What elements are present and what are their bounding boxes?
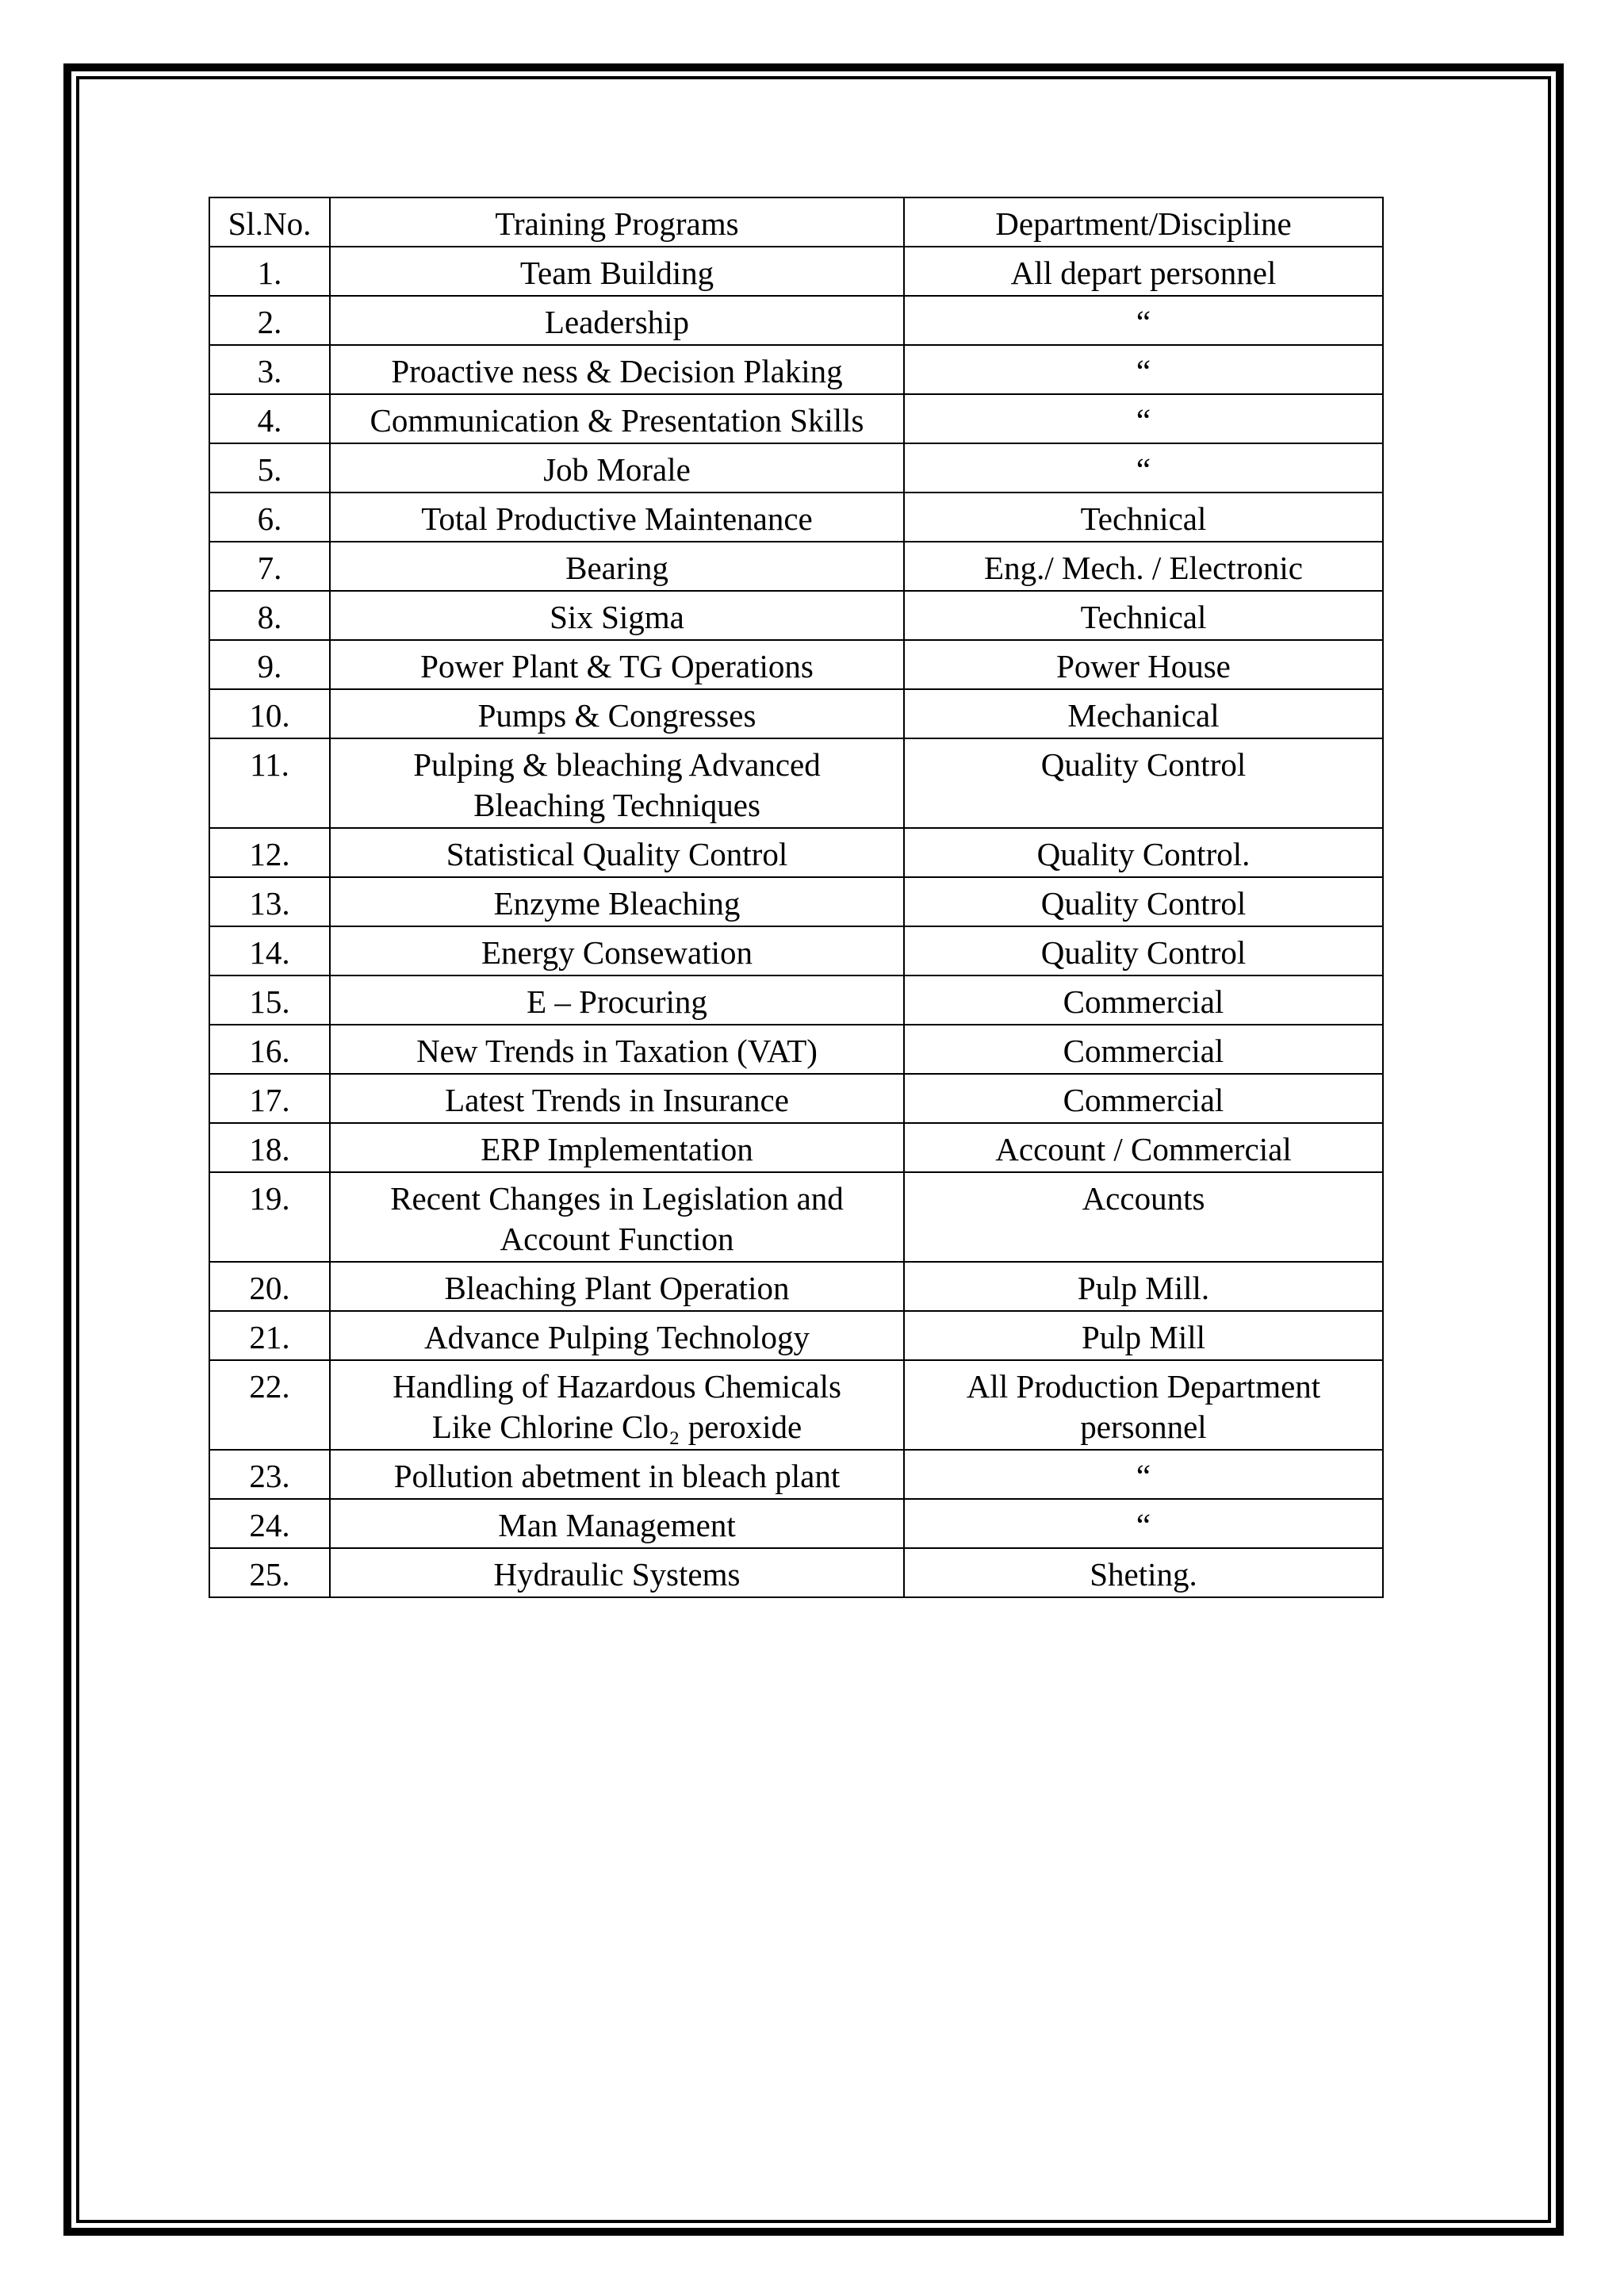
cell-text-line: Commercial bbox=[1063, 1033, 1224, 1069]
cell-text-line: Quality Control bbox=[1040, 934, 1247, 971]
table-row bbox=[209, 738, 1383, 828]
cell-training-program bbox=[330, 1074, 904, 1123]
table-row bbox=[209, 1360, 1383, 1450]
cell-sl-no: 5. bbox=[209, 443, 330, 493]
cell-department bbox=[904, 976, 1383, 1025]
cell-sl-no: 14. bbox=[209, 926, 330, 976]
cell-training-program bbox=[330, 1311, 904, 1360]
table-row bbox=[209, 640, 1383, 689]
cell-text-line: Eng./ Mech. / Electronic bbox=[984, 550, 1303, 586]
cell-sl-no: 13. bbox=[209, 877, 330, 926]
cell-sl-no: 25. bbox=[209, 1548, 330, 1597]
cell-text-line: “ bbox=[1136, 402, 1151, 439]
cell-department bbox=[904, 1262, 1383, 1311]
cell-training-program bbox=[330, 542, 904, 591]
cell-text-line: Mechanical bbox=[1067, 697, 1220, 734]
cell-sl-no: 21. bbox=[209, 1311, 330, 1360]
cell-department bbox=[904, 1172, 1383, 1262]
table-row bbox=[209, 1262, 1383, 1311]
cell-sl-no: 16. bbox=[209, 1025, 330, 1074]
cell-training-program bbox=[330, 394, 904, 443]
table-row bbox=[209, 1123, 1383, 1172]
cell-text-line: Pumps & Congresses bbox=[477, 697, 756, 734]
cell-text-line: Technical bbox=[1080, 599, 1207, 635]
cell-training-program bbox=[330, 1025, 904, 1074]
cell-text-line: Total Productive Maintenance bbox=[421, 500, 813, 537]
cell-text-line: E – Procuring bbox=[527, 983, 707, 1020]
cell-text-line: Quality Control bbox=[1040, 746, 1247, 783]
table-row bbox=[209, 443, 1383, 493]
cell-text-line: Energy Consewation bbox=[481, 934, 753, 971]
header-training-programs: Training Programs bbox=[330, 197, 904, 247]
cell-text-line: Recent Changes in Legislation and bbox=[390, 1180, 844, 1217]
cell-training-program bbox=[330, 828, 904, 877]
cell-text-line: Power Plant & TG Operations bbox=[420, 648, 814, 684]
cell-training-program bbox=[330, 689, 904, 738]
table-row bbox=[209, 926, 1383, 976]
table-row bbox=[209, 1025, 1383, 1074]
cell-text-line: Quality Control. bbox=[1036, 836, 1251, 872]
cell-text-line: Quality Control bbox=[1040, 885, 1247, 922]
cell-department bbox=[904, 1548, 1383, 1597]
table-row bbox=[209, 1548, 1383, 1597]
cell-text-line: Communication & Presentation Skills bbox=[370, 402, 864, 439]
cell-text-line: Like Chlorine Clo₂ peroxide bbox=[431, 1409, 802, 1445]
table-row bbox=[209, 394, 1383, 443]
cell-text-line: Team Building bbox=[519, 255, 714, 291]
cell-department bbox=[904, 926, 1383, 976]
cell-sl-no: 19. bbox=[209, 1172, 330, 1262]
table-row bbox=[209, 689, 1383, 738]
cell-sl-no: 1. bbox=[209, 247, 330, 296]
cell-department bbox=[904, 296, 1383, 345]
cell-department bbox=[904, 1074, 1383, 1123]
cell-training-program bbox=[330, 877, 904, 926]
cell-sl-no: 9. bbox=[209, 640, 330, 689]
table-row bbox=[209, 1450, 1383, 1499]
cell-training-program bbox=[330, 1499, 904, 1548]
cell-text-line: “ bbox=[1136, 1507, 1151, 1543]
cell-department bbox=[904, 1311, 1383, 1360]
cell-text-line: “ bbox=[1136, 353, 1151, 389]
header-department: Department/Discipline bbox=[904, 197, 1383, 247]
cell-text-line: “ bbox=[1136, 304, 1151, 340]
cell-department bbox=[904, 1025, 1383, 1074]
cell-department bbox=[904, 877, 1383, 926]
cell-training-program bbox=[330, 1262, 904, 1311]
cell-text-line: Pollution abetment in bleach plant bbox=[393, 1458, 841, 1494]
cell-text-line: Account Function bbox=[500, 1221, 734, 1257]
table-row bbox=[209, 828, 1383, 877]
table-row bbox=[209, 591, 1383, 640]
cell-sl-no: 7. bbox=[209, 542, 330, 591]
cell-text-line: Pulp Mill bbox=[1081, 1319, 1206, 1355]
cell-text-line: Hydraulic Systems bbox=[493, 1556, 741, 1593]
cell-sl-no: 17. bbox=[209, 1074, 330, 1123]
cell-text-line: Man Management bbox=[498, 1507, 736, 1543]
cell-text-line: Handling of Hazardous Chemicals bbox=[393, 1368, 841, 1405]
cell-text-line: Job Morale bbox=[543, 451, 691, 488]
table-row bbox=[209, 493, 1383, 542]
cell-text-line: New Trends in Taxation (VAT) bbox=[416, 1033, 818, 1069]
table-row bbox=[209, 542, 1383, 591]
cell-text-line: Commercial bbox=[1063, 1082, 1224, 1118]
cell-text-line: Accounts bbox=[1082, 1180, 1205, 1217]
cell-training-program bbox=[330, 247, 904, 296]
cell-text-line: Pulping & bleaching Advanced bbox=[413, 746, 821, 783]
cell-text-line: personnel bbox=[1080, 1409, 1207, 1445]
table-body bbox=[209, 247, 1383, 1597]
table-row bbox=[209, 1172, 1383, 1262]
cell-sl-no: 8. bbox=[209, 591, 330, 640]
cell-sl-no: 20. bbox=[209, 1262, 330, 1311]
cell-department bbox=[904, 1450, 1383, 1499]
cell-text-line: Commercial bbox=[1063, 983, 1224, 1020]
cell-training-program bbox=[330, 1123, 904, 1172]
cell-training-program bbox=[330, 926, 904, 976]
table-header-row bbox=[209, 197, 1383, 247]
cell-training-program bbox=[330, 640, 904, 689]
cell-sl-no: 12. bbox=[209, 828, 330, 877]
table-row bbox=[209, 877, 1383, 926]
table-row bbox=[209, 1499, 1383, 1548]
cell-sl-no: 23. bbox=[209, 1450, 330, 1499]
cell-department bbox=[904, 247, 1383, 296]
cell-training-program bbox=[330, 443, 904, 493]
cell-sl-no: 22. bbox=[209, 1360, 330, 1450]
cell-department bbox=[904, 443, 1383, 493]
cell-department bbox=[904, 689, 1383, 738]
table-row bbox=[209, 296, 1383, 345]
cell-sl-no: 24. bbox=[209, 1499, 330, 1548]
cell-training-program bbox=[330, 1450, 904, 1499]
table-row bbox=[209, 1074, 1383, 1123]
cell-department bbox=[904, 1360, 1383, 1450]
cell-text-line: Pulp Mill. bbox=[1077, 1270, 1210, 1306]
cell-department bbox=[904, 493, 1383, 542]
cell-training-program bbox=[330, 345, 904, 394]
cell-sl-no: 10. bbox=[209, 689, 330, 738]
table-row bbox=[209, 1311, 1383, 1360]
cell-sl-no: 3. bbox=[209, 345, 330, 394]
cell-department bbox=[904, 345, 1383, 394]
cell-text-line: Power House bbox=[1056, 648, 1231, 684]
cell-text-line: Technical bbox=[1080, 500, 1207, 537]
cell-text-line: All depart personnel bbox=[1010, 255, 1277, 291]
table-row bbox=[209, 976, 1383, 1025]
cell-text-line: Proactive ness & Decision Plaking bbox=[391, 353, 843, 389]
cell-department bbox=[904, 1499, 1383, 1548]
cell-sl-no: 15. bbox=[209, 976, 330, 1025]
cell-training-program bbox=[330, 1360, 904, 1450]
cell-text-line: Sheting. bbox=[1090, 1556, 1197, 1593]
cell-sl-no: 18. bbox=[209, 1123, 330, 1172]
cell-training-program bbox=[330, 1172, 904, 1262]
table-row bbox=[209, 247, 1383, 296]
cell-text-line: Advance Pulping Technology bbox=[423, 1319, 810, 1355]
cell-training-program bbox=[330, 976, 904, 1025]
cell-text-line: Account / Commercial bbox=[995, 1131, 1292, 1167]
cell-sl-no: 6. bbox=[209, 493, 330, 542]
header-sl-no: Sl.No. bbox=[209, 197, 330, 247]
cell-text-line: Bleaching Plant Operation bbox=[444, 1270, 790, 1306]
cell-department bbox=[904, 542, 1383, 591]
training-programs-table bbox=[209, 197, 1384, 1598]
cell-text-line: All Production Department bbox=[966, 1368, 1321, 1405]
cell-sl-no: 11. bbox=[209, 738, 330, 828]
cell-department bbox=[904, 1123, 1383, 1172]
cell-sl-no: 2. bbox=[209, 296, 330, 345]
table-row bbox=[209, 345, 1383, 394]
cell-text-line: “ bbox=[1136, 1458, 1151, 1494]
cell-text-line: Statistical Quality Control bbox=[446, 836, 788, 872]
cell-text-line: Bleaching Techniques bbox=[473, 787, 760, 823]
cell-text-line: Latest Trends in Insurance bbox=[445, 1082, 789, 1118]
cell-training-program bbox=[330, 738, 904, 828]
cell-department bbox=[904, 591, 1383, 640]
cell-text-line: Enzyme Bleaching bbox=[493, 885, 741, 922]
cell-text-line: ERP Implementation bbox=[481, 1131, 753, 1167]
cell-sl-no: 4. bbox=[209, 394, 330, 443]
cell-department bbox=[904, 738, 1383, 828]
cell-department bbox=[904, 640, 1383, 689]
cell-department bbox=[904, 394, 1383, 443]
cell-training-program bbox=[330, 591, 904, 640]
cell-training-program bbox=[330, 493, 904, 542]
cell-training-program bbox=[330, 296, 904, 345]
cell-text-line: Bearing bbox=[565, 550, 668, 586]
cell-text-line: Six Sigma bbox=[550, 599, 684, 635]
cell-training-program bbox=[330, 1548, 904, 1597]
cell-text-line: “ bbox=[1136, 451, 1151, 488]
cell-text-line: Leadership bbox=[544, 304, 690, 340]
cell-department bbox=[904, 828, 1383, 877]
